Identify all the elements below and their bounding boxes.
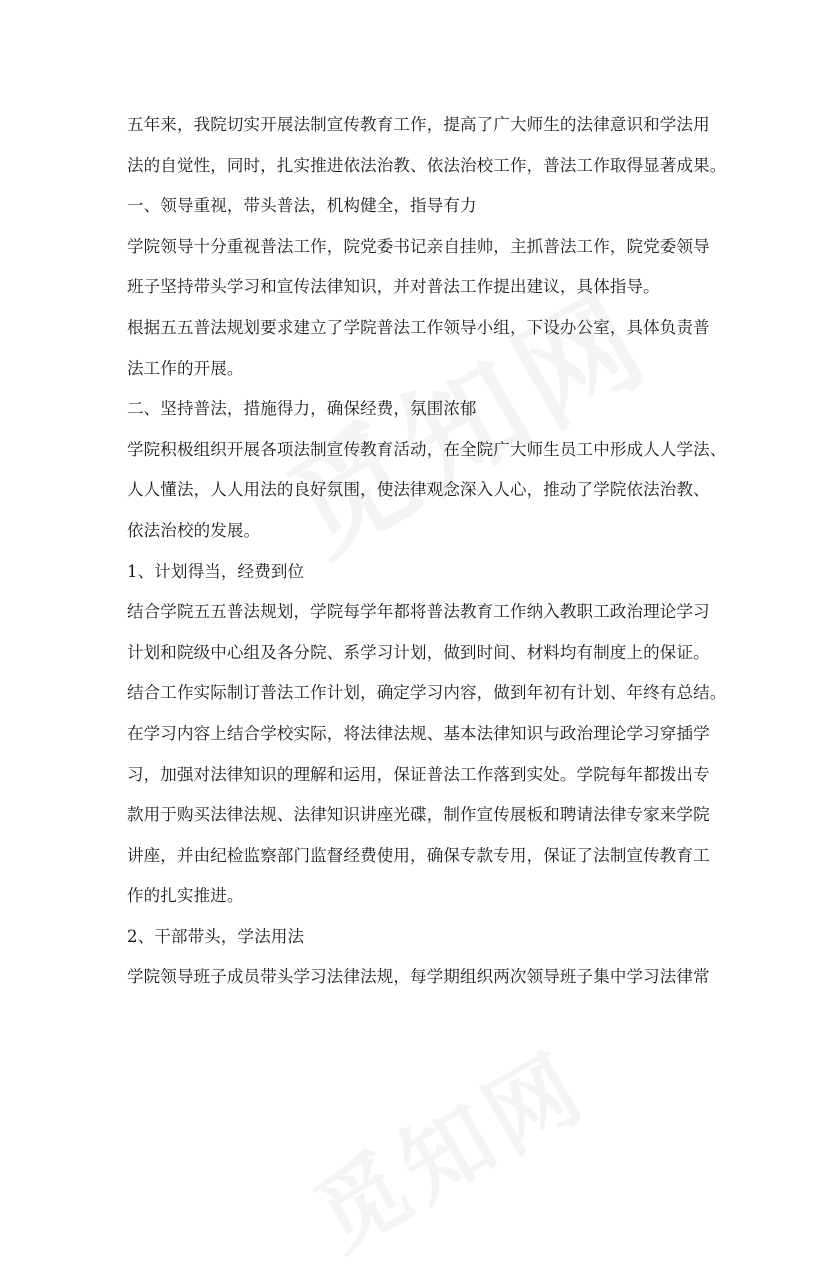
paragraph-line: 计划和院级中心组及各分院、系学习计划，做到时间、材料均有制度上的保证。	[127, 642, 710, 662]
document-body	[127, 105, 727, 998]
paragraph-line: 五年来，我院切实开展法制宣传教育工作，提高了广大师生的法律意识和学法用	[127, 115, 710, 134]
paragraph-line: 结合学院五五普法规划，学院每学年都将普法教育工作纳入教职工政治理论学习	[127, 602, 710, 622]
paragraph-line: 依法治校的发展。	[127, 520, 261, 540]
subsection-heading: 1、计划得当，经费到位	[127, 561, 305, 581]
paragraph-line: 法的自觉性，同时，扎实推进依法治教、依法治校工作，普法工作取得显著成果。	[127, 155, 727, 175]
paragraph-line: 班子坚持带头学习和宣传法律知识，并对普法工作提出建议，具体指导。	[127, 277, 660, 297]
paragraph-line: 讲座，并由纪检监察部门监督经费使用，确保专款专用，保证了法制宣传教育工	[127, 845, 710, 865]
paragraph-line: 学院积极组织开展各项法制宣传教育活动，在全院广大师生员工中形成人人学法、	[127, 439, 727, 459]
paragraph-line: 作的扎实推进。	[127, 886, 244, 906]
paragraph-line: 法工作的开展。	[127, 358, 244, 378]
paragraph-line: 学院领导十分重视普法工作，院党委书记亲自挂帅，主抓普法工作，院党委领导	[127, 236, 710, 256]
paragraph-line: 根据五五普法规划要求建立了学院普法工作领导小组，下设办公室，具体负责普	[127, 317, 710, 337]
paragraph-line: 在学习内容上结合学校实际，将法律法规、基本法律知识与政治理论学习穿插学	[127, 723, 710, 743]
paragraph-line: 习，加强对法律知识的理解和运用，保证普法工作落到实处。学院每年都拨出专	[127, 764, 710, 784]
subsection-heading: 2、干部带头，学法用法	[127, 926, 305, 946]
paragraph-line: 结合工作实际制订普法工作计划，确定学习内容，做到年初有计划、年终有总结。	[127, 683, 727, 703]
watermark-logo-bottom	[287, 1015, 607, 1275]
paragraph-line: 学院领导班子成员带头学习法律法规，每学期组织两次领导班子集中学习法律常	[127, 967, 710, 987]
paragraph-line: 款用于购买法律法规、法律知识讲座光碟，制作宣传展板和聘请法律专家来学院	[127, 805, 710, 825]
section-heading: 一、领导重视，带头普法，机构健全，指导有力	[127, 196, 477, 216]
section-heading: 二、坚持普法，措施得力，确保经费，氛围浓郁	[127, 399, 477, 419]
paragraph-line: 人人懂法，人人用法的良好氛围，使法律观念深入人心，推动了学院依法治教、	[127, 480, 710, 500]
